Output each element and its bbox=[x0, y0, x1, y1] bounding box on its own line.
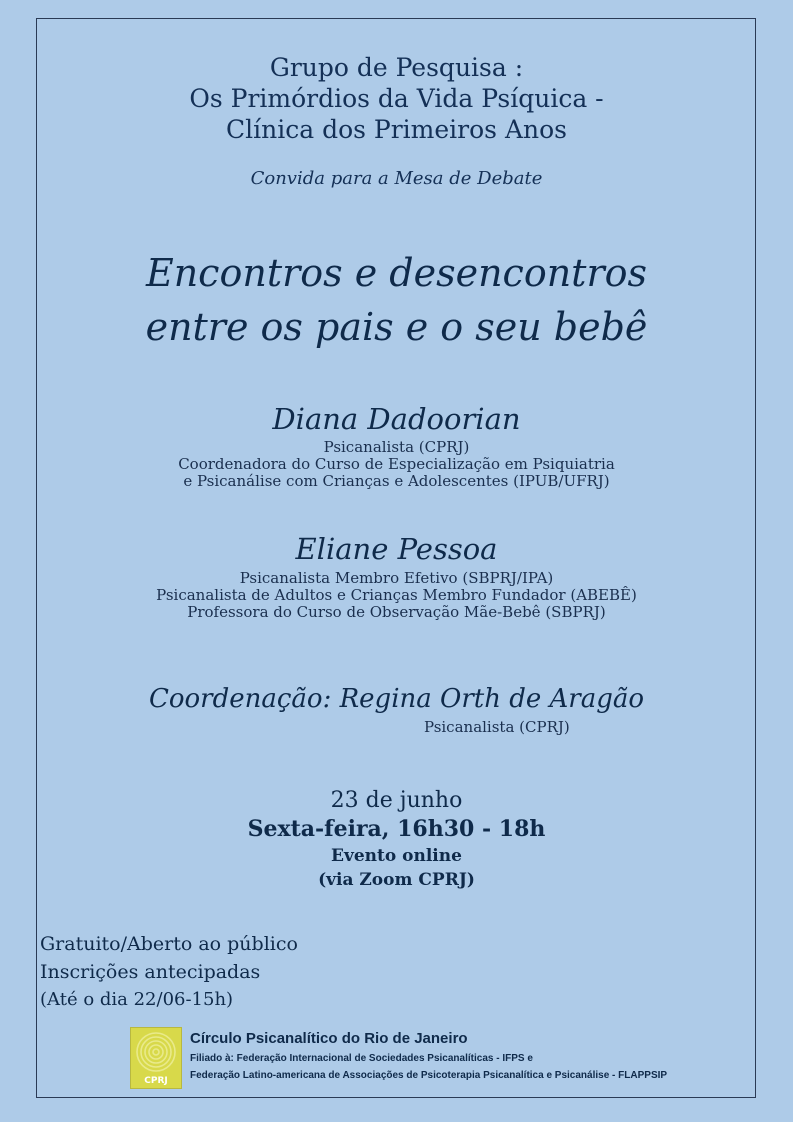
event-title-line-2: entre os pais e o seu bebê bbox=[145, 305, 648, 349]
event-platform: (via Zoom CPRJ) bbox=[318, 870, 475, 890]
free-note: Gratuito/Aberto ao público bbox=[40, 933, 298, 955]
coordinator-role: Psicanalista (CPRJ) bbox=[424, 718, 570, 736]
cprj-logo bbox=[130, 1027, 182, 1089]
speaker-1-line: Psicanalista (CPRJ) bbox=[323, 438, 470, 456]
event-date: 23 de junho bbox=[330, 788, 463, 813]
group-line-2: Os Primórdios da Vida Psíquica - bbox=[189, 84, 604, 113]
speaker-2-name: Eliane Pessoa bbox=[295, 532, 498, 566]
spiral-icon bbox=[133, 1030, 179, 1074]
affiliation-line-1: Filiado à: Federação Internacional de Sociedades Psicanalíticas - IFPS e bbox=[190, 1053, 533, 1064]
research-group-title bbox=[0, 52, 793, 145]
group-line-3: Clínica dos Primeiros Anos bbox=[226, 115, 567, 144]
logo-label: CPRJ bbox=[144, 1076, 168, 1086]
invite-text: Convida para a Mesa de Debate bbox=[250, 168, 543, 189]
group-line-1: Grupo de Pesquisa : bbox=[269, 53, 524, 82]
coordinator-name: Coordenação: Regina Orth de Aragão bbox=[148, 684, 645, 714]
speaker-2-line: Psicanalista Membro Efetivo (SBPRJ/IPA) bbox=[239, 569, 554, 587]
registration-note: Inscrições antecipadas bbox=[40, 961, 261, 983]
speaker-1-line: Coordenadora do Curso de Especialização em Psiquiatria bbox=[178, 455, 615, 473]
event-format: Evento online bbox=[331, 846, 462, 866]
speaker-2-credentials bbox=[0, 570, 793, 621]
speaker-2-line: Professora do Curso de Observação Mãe-Bebê (SBPRJ) bbox=[187, 603, 606, 621]
event-title-line-1: Encontros e desencontros bbox=[145, 251, 648, 295]
speaker-1-credentials bbox=[0, 439, 793, 490]
speaker-2-line: Psicanalista de Adultos e Crianças Membro Fundador (ABEBÊ) bbox=[156, 586, 637, 604]
speaker-1-name: Diana Dadoorian bbox=[272, 402, 521, 436]
event-title bbox=[0, 246, 793, 354]
organization-info bbox=[190, 1030, 667, 1081]
speaker-1-line: e Psicanálise com Crianças e Adolescentes (IPUB/UFRJ) bbox=[183, 472, 610, 490]
affiliation-line-2: Federação Latino-americana de Associações de Psicoterapia Psicanalítica e Psicanálise - FLAPPSIP bbox=[190, 1070, 668, 1081]
registration-notes bbox=[40, 930, 298, 1014]
deadline-note: (Até o dia 22/06-15h) bbox=[40, 989, 234, 1010]
event-time: Sexta-feira, 16h30 - 18h bbox=[247, 816, 546, 842]
organization-name: Círculo Psicanalítico do Rio de Janeiro bbox=[190, 1030, 468, 1047]
